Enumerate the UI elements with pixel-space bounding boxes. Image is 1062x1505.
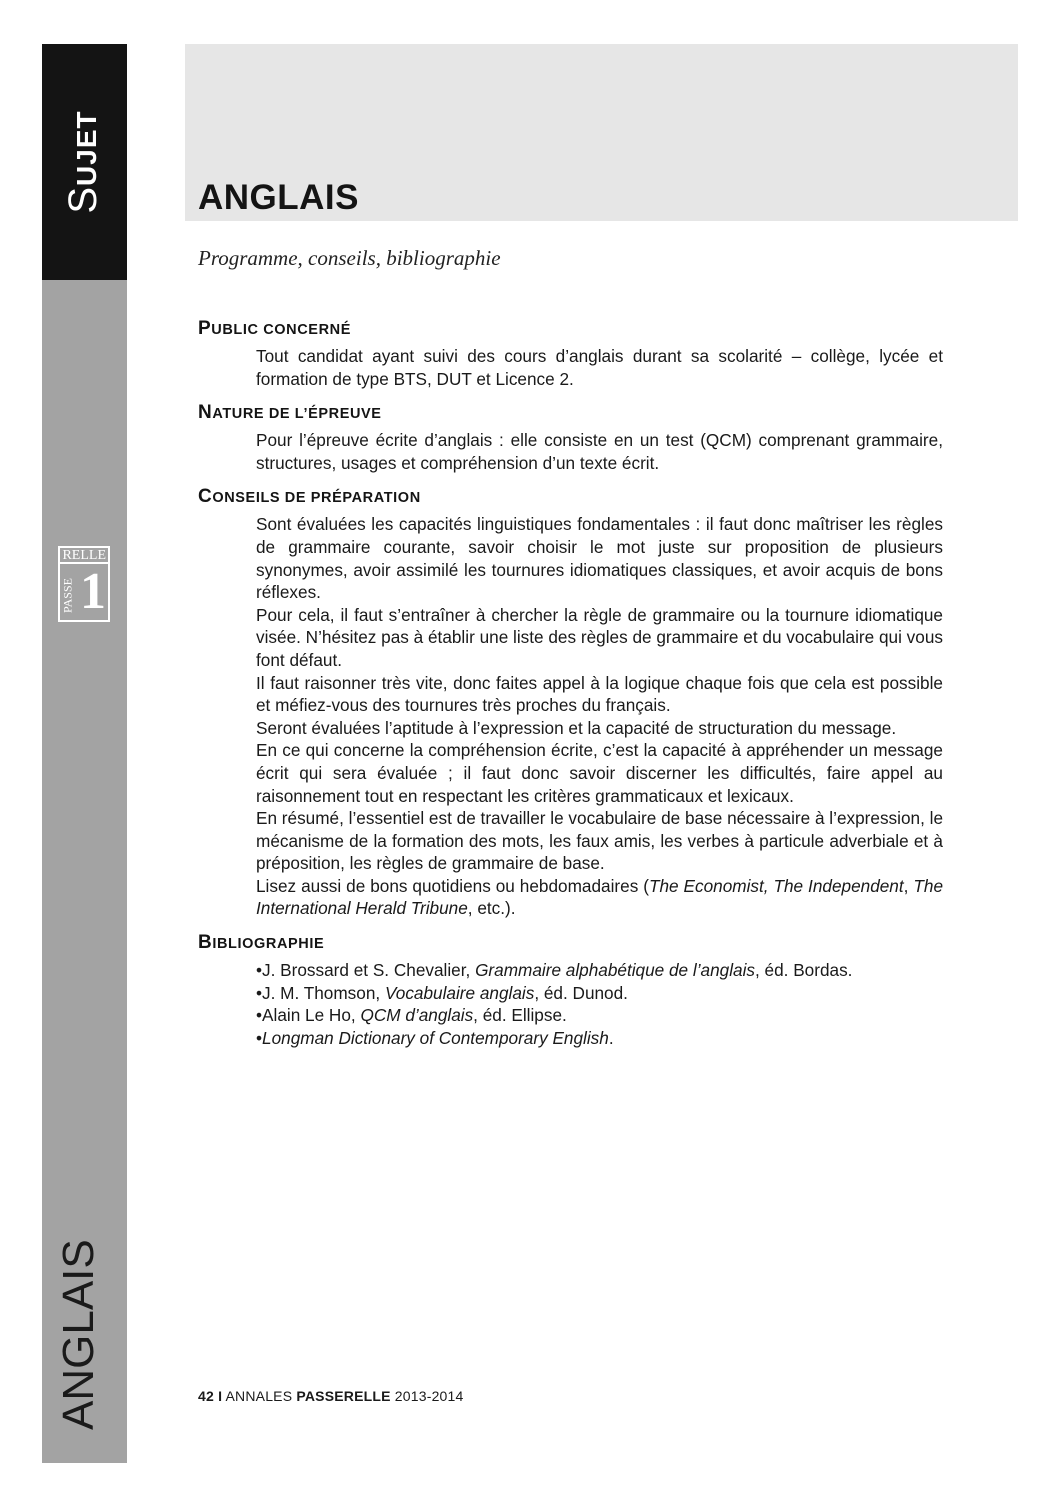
press-separator: ,: [903, 875, 914, 896]
bibliography-item: [256, 1027, 943, 1050]
press-title-1: The Economist, The Independent: [648, 875, 904, 896]
conseils-paragraph: Pour cela, il faut s’entraîner à chercher la règle de grammaire ou la tournure idiomatique visée. N’hésitez pas à établir une liste des règles de grammaire et du vocabulaire qui vous font défaut.: [256, 604, 943, 670]
biblio-publisher: .: [608, 1027, 614, 1048]
passerelle-1-logo: [58, 546, 110, 622]
press-title-2: The International Herald Tribune: [256, 875, 944, 919]
biblio-publisher: , éd. Ellipse.: [473, 1005, 567, 1026]
sujet-initial: S: [61, 185, 105, 214]
bibliography-list: [256, 959, 943, 1049]
biblio-author: J. M. Thomson,: [262, 982, 385, 1003]
logo-side-text: [62, 570, 74, 620]
section-text-nature: Pour l’épreuve écrite d’anglais : elle consiste en un test (QCM) comprenant grammaire, structures, usages et compréhension d’un texte écrit.: [256, 430, 943, 473]
biblio-title: Grammaire alphabétique de l’anglais: [475, 960, 755, 981]
page-subtitle: Programme, conseils, bibliographie: [198, 246, 501, 270]
logo-number: 1: [80, 563, 106, 620]
conseils-paragraph: En ce qui concerne la compréhension écrite, c’est la capacité à appréhender un message écrit qui sera évaluée ; il faut donc savoir discerner les difficultés, faire appel au raisonnement tout en respectant les critères grammaticaux et lexicaux.: [256, 740, 943, 806]
bibliography-item: [256, 959, 943, 982]
footer-separator: I: [218, 1388, 223, 1404]
sujet-rest: UJET: [71, 110, 102, 186]
biblio-title: QCM d’anglais: [360, 1005, 474, 1026]
page-number: 42: [198, 1388, 214, 1404]
conseils-paragraph: Sont évaluées les capacités linguistiques fondamentales : il faut donc maîtriser les règles de grammaire courante, savoir choisir le mot juste sur proposition de plusieurs synonymes, avoir assimilé les tournures idiomatiques classiques, et avoir acquis de bons réflexes.: [256, 514, 943, 603]
bibliography-item: [256, 982, 943, 1005]
section-heading-public: PUBLIC CONCERNÉ: [198, 318, 351, 339]
sidebar-subject-label: ANGLAIS: [54, 1239, 103, 1430]
section-heading-nature: NATURE DE L’ÉPREUVE: [198, 402, 382, 424]
section-public: [198, 318, 943, 390]
footer-years: 2013-2014: [394, 1388, 464, 1404]
biblio-title: Vocabulaire anglais: [384, 982, 535, 1003]
section-biblio: [198, 932, 943, 1049]
section-text-public: Tout candidat ayant suivi des cours d’anglais durant sa scolarité – collège, lycée et formation de type BTS, DUT et Licence 2.: [256, 346, 943, 389]
logo-top-text: RELLE: [60, 548, 108, 564]
conseils-paragraph: Seront évaluées l’aptitude à l’expression et la capacité de structuration du message.: [256, 717, 897, 738]
conseils-paragraph-press: [256, 875, 943, 920]
biblio-title: Longman Dictionary of Contemporary English: [262, 1027, 609, 1048]
section-nature: [198, 402, 943, 474]
footer-annales: ANNALES: [225, 1388, 293, 1404]
section-heading-biblio: BIBLIOGRAPHIE: [198, 932, 325, 954]
page-title: ANGLAIS: [198, 178, 359, 217]
footer-brand: PASSERELLE: [296, 1388, 391, 1404]
section-heading-conseils: CONSEILS DE PRÉPARATION: [198, 486, 421, 508]
biblio-publisher: , éd. Bordas.: [755, 960, 853, 981]
conseils-paragraph: Il faut raisonner très vite, donc faites appel à la logique chaque fois que cela est possible et méfiez-vous des tournures très proches du français.: [256, 672, 943, 716]
biblio-author: J. Brossard et S. Chevalier,: [262, 960, 476, 981]
section-conseils: [198, 486, 943, 920]
logo-side-label: PASSE: [60, 578, 75, 613]
bibliography-item: [256, 1004, 943, 1027]
sidebar-sujet-label: [63, 102, 103, 222]
press-end: , etc.).: [467, 898, 516, 919]
biblio-publisher: , éd. Dunod.: [534, 982, 628, 1003]
press-intro: Lisez aussi de bons quotidiens ou hebdomadaires (: [256, 875, 649, 896]
page-footer: [198, 1388, 464, 1404]
main-content: [198, 318, 943, 1061]
biblio-author: Alain Le Ho,: [262, 1005, 361, 1026]
conseils-paragraph: En résumé, l’essentiel est de travailler le vocabulaire de base nécessaire à l’expression, le mécanisme de la formation des mots, les faux amis, les verbes à particule adverbiale et à préposition, les règles de grammaire de base.: [256, 808, 943, 874]
